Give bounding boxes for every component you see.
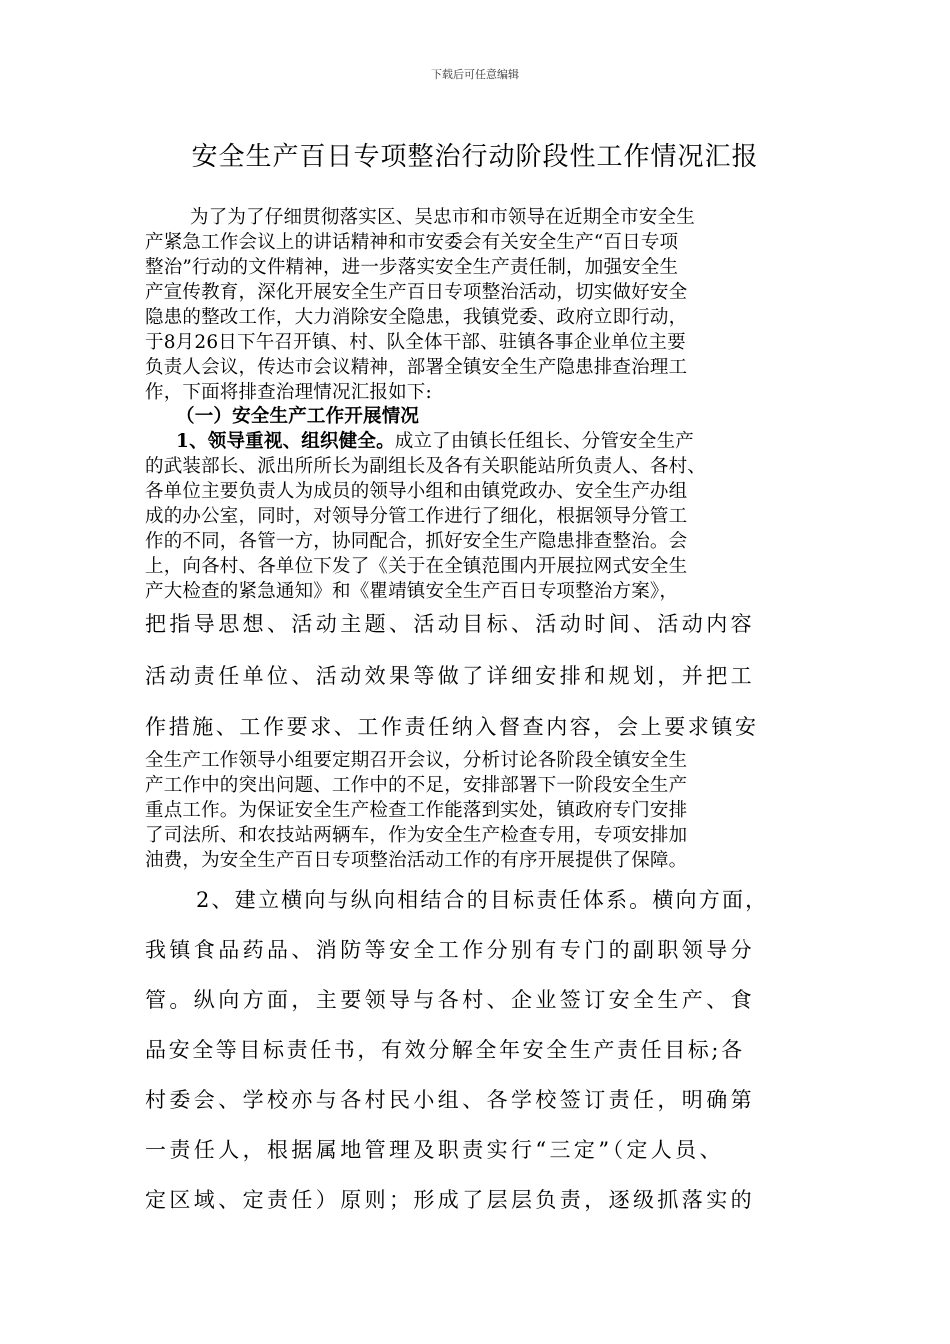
intro-line: 产紧急工作会议上的讲话精神和市安委会有关安全生产“百日专项 (145, 232, 679, 253)
item1-line: 重点工作。为保证安全生产检查工作能落到实处，镇政府专门安排 (145, 800, 688, 821)
intro-line: 产宣传教育，深化开展安全生产百日专项整治活动，切实做好安全 (145, 282, 688, 303)
item1-line: 产工作中的突出问题、工作中的不足，安排部署下一阶段安全生产 (145, 775, 688, 796)
item1-large-line: 活动责任单位、活动效果等做了详细安排和规划，并把工 (145, 664, 755, 688)
item2-line: 2、建立横向与纵向相结合的目标责任体系。横向方面， (196, 888, 769, 912)
intro-line: 整治”行动的文件精神，进一步落实安全生产责任制，加强安全生 (145, 257, 679, 278)
item2-line: 管。纵向方面，主要领导与各村、企业签订安全生产、食 (145, 988, 755, 1012)
intro-line: 作，下面将排查治理情况汇报如下: (145, 382, 432, 403)
item2-line: 品安全等目标责任书，有效分解全年安全生产责任目标;各 (145, 1038, 745, 1062)
item1-first-rest: 成立了由镇长任组长、分管安全生产 (394, 431, 694, 452)
item1-line: 了司法所、和农技站两辆车，作为安全生产检查专用，专项安排加 (145, 825, 688, 846)
intro-line: 为了为了仔细贯彻落实区、吴忠市和市领导在近期全市安全生 (190, 207, 695, 228)
item1-first-line (176, 427, 826, 453)
item1-line: 产大检查的紧急通知》和《瞿靖镇安全生产百日专项整治方案》， (145, 581, 679, 602)
intro-line: 于8月26日下午召开镇、村、队全体干部、驻镇各事企业单位主要 (145, 332, 686, 353)
item1-line: 成的办公室，同时，对领导分管工作进行了细化，根据领导分管工 (145, 506, 688, 527)
item1-line: 上，向各村、各单位下发了《关于在全镇范围内开展拉网式安全生 (145, 556, 688, 577)
document-title: 安全生产百日专项整治行动阶段性工作情况汇报 (191, 142, 759, 172)
item2-line: 我镇食品药品、消防等安全工作分别有专门的副职领导分 (145, 938, 755, 962)
item1-line: 各单位主要负责人为成员的领导小组和由镇党政办、安全生产办组 (145, 481, 688, 502)
item1-line: 油费，为安全生产百日专项整治活动工作的有序开展提供了保障。 (145, 850, 688, 871)
item2-line: 村委会、学校亦与各村民小组、各学校签订责任，明确第 (145, 1088, 755, 1112)
item1-line: 的武装部长、派出所所长为副组长及各有关职能站所负责人、各村、 (145, 456, 707, 477)
item1-lead: 1、领导重视、组织健全。 (176, 431, 395, 452)
item1-line: 全生产工作领导小组要定期召开会议，分析讨论各阶段全镇安全生 (145, 750, 688, 771)
section-heading: （一）安全生产工作开展情况 (176, 406, 420, 427)
intro-line: 负责人会议，传达市会议精神，部署全镇安全生产隐患排查治理工 (145, 357, 688, 378)
item2-line: 一责任人，根据属地管理及职责实行“三定”（定人员、 (145, 1138, 724, 1162)
item1-large-line: 作措施、工作要求、工作责任纳入督查内容，会上要求镇安 (145, 715, 759, 739)
intro-line: 隐患的整改工作，大力消除安全隐患，我镇党委、政府立即行动， (145, 307, 688, 328)
item1-large-line: 把指导思想、活动主题、活动目标、活动时间、活动内容 (145, 612, 755, 636)
header-note: 下载后可任意编辑 (431, 68, 519, 81)
item1-line: 作的不同，各管一方，协同配合，抓好安全生产隐患排查整治。会 (145, 531, 688, 552)
item2-line: 定区域、定责任）原则；形成了层层负责，逐级抓落实的 (145, 1188, 755, 1212)
